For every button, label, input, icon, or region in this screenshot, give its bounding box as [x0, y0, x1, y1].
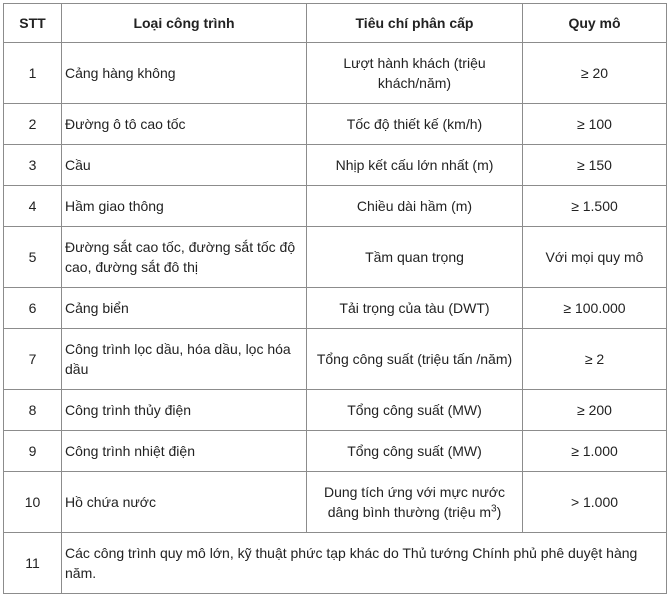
cell-criteria: Chiều dài hầm (m) [307, 186, 523, 227]
table-row [4, 431, 667, 472]
cell-type: Hầm giao thông [62, 186, 307, 227]
cell-stt: 5 [4, 227, 62, 288]
cell-type: Công trình nhiệt điện [62, 431, 307, 472]
table-row-note [4, 533, 667, 594]
cell-type: Công trình thủy điện [62, 390, 307, 431]
header-type: Loại công trình [62, 4, 307, 43]
cell-scale: ≥ 150 [523, 145, 667, 186]
table-row [4, 472, 667, 533]
cell-stt: 3 [4, 145, 62, 186]
cell-type: Cầu [62, 145, 307, 186]
cell-criteria [307, 472, 523, 533]
cell-type: Công trình lọc dầu, hóa dầu, lọc hóa dầu [62, 329, 307, 390]
cell-stt: 1 [4, 43, 62, 104]
table-row [4, 390, 667, 431]
cell-scale: ≥ 20 [523, 43, 667, 104]
table-row [4, 104, 667, 145]
cell-criteria: Tầm quan trọng [307, 227, 523, 288]
cell-stt: 2 [4, 104, 62, 145]
cell-stt: 4 [4, 186, 62, 227]
cell-stt: 11 [4, 533, 62, 594]
cell-criteria: Tốc độ thiết kế (km/h) [307, 104, 523, 145]
cell-scale: ≥ 200 [523, 390, 667, 431]
cell-type: Cảng biển [62, 288, 307, 329]
classification-table [3, 3, 667, 594]
note-cell: Các công trình quy mô lớn, kỹ thuật phức tạp khác do Thủ tướng Chính phủ phê duyệt hàng năm. [62, 533, 667, 594]
cell-scale: Với mọi quy mô [523, 227, 667, 288]
cell-type: Cảng hàng không [62, 43, 307, 104]
header-row [4, 4, 667, 43]
cell-criteria: Nhịp kết cấu lớn nhất (m) [307, 145, 523, 186]
cell-scale: ≥ 1.500 [523, 186, 667, 227]
cell-scale: ≥ 1.000 [523, 431, 667, 472]
cell-scale: > 1.000 [523, 472, 667, 533]
cell-criteria: Tổng công suất (triệu tấn /năm) [307, 329, 523, 390]
cell-criteria: Tổng công suất (MW) [307, 390, 523, 431]
cell-stt: 9 [4, 431, 62, 472]
table-row [4, 329, 667, 390]
criteria-close-paren: ) [496, 504, 502, 520]
cell-criteria: Lượt hành khách (triệu khách/năm) [307, 43, 523, 104]
cell-stt: 7 [4, 329, 62, 390]
header-criteria: Tiêu chí phân cấp [307, 4, 523, 43]
cell-criteria: Tổng công suất (MW) [307, 431, 523, 472]
criteria-text: Dung tích ứng với mực nước dâng bình thường (triệu m [323, 484, 506, 520]
table-row [4, 186, 667, 227]
superscript-3: 3 [491, 503, 497, 515]
table-row [4, 288, 667, 329]
table-row [4, 43, 667, 104]
cell-type: Đường ô tô cao tốc [62, 104, 307, 145]
table-row [4, 227, 667, 288]
cell-type: Đường sắt cao tốc, đường sắt tốc độ cao, đường sắt đô thị [62, 227, 307, 288]
cell-type: Hồ chứa nước [62, 472, 307, 533]
header-scale: Quy mô [523, 4, 667, 43]
cell-scale: ≥ 100.000 [523, 288, 667, 329]
cell-scale: ≥ 2 [523, 329, 667, 390]
cell-stt: 10 [4, 472, 62, 533]
cell-criteria: Tải trọng của tàu (DWT) [307, 288, 523, 329]
cell-scale: ≥ 100 [523, 104, 667, 145]
header-stt: STT [4, 4, 62, 43]
cell-stt: 8 [4, 390, 62, 431]
table-row [4, 145, 667, 186]
cell-stt: 6 [4, 288, 62, 329]
